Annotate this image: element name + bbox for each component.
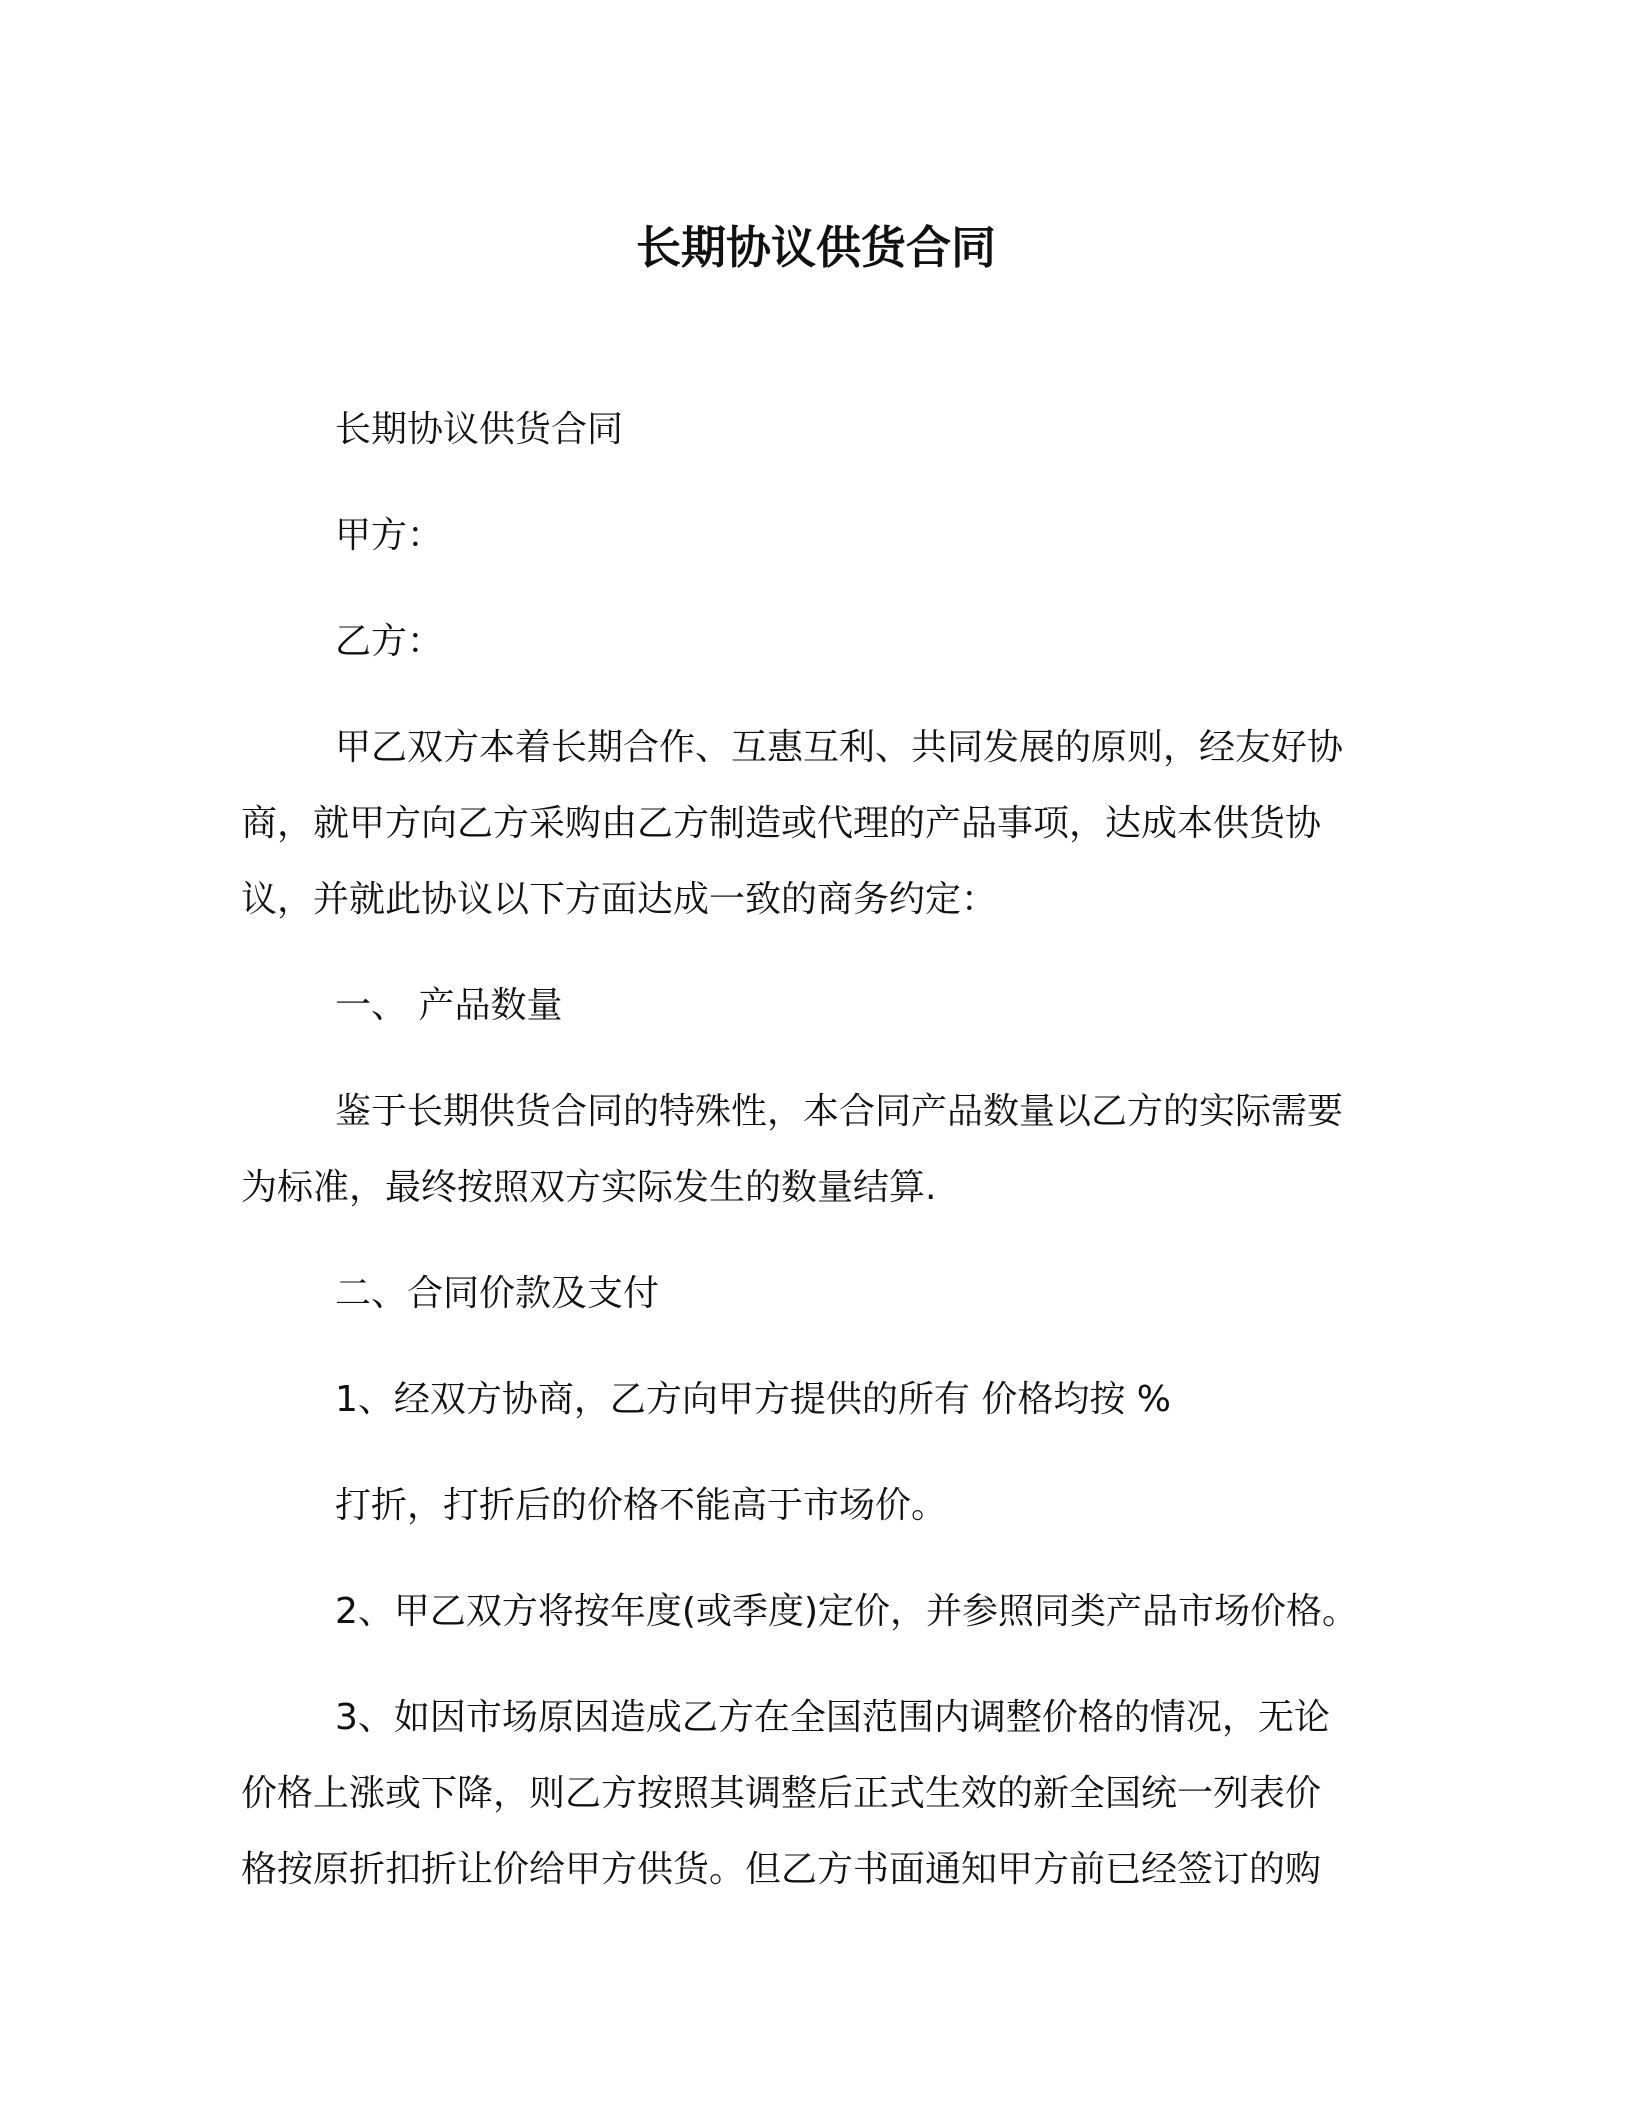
paragraph-line: 商，就甲方向乙方采购由乙方制造或代理的产品事项，达成本供货协	[241, 803, 1322, 844]
section-heading-price	[241, 1256, 1391, 1332]
clause-1	[241, 1362, 1391, 1438]
paragraph-line: 格按原折扣折让价给甲方供货。但乙方书面通知甲方前已经签订的购	[241, 1849, 1322, 1890]
paragraph-line: 3、如因市场原因造成乙方在全国范围内调整价格的情况，无论	[335, 1697, 1330, 1738]
paragraph-quantity	[241, 1074, 1391, 1226]
paragraph-line: 二、合同价款及支付	[335, 1273, 660, 1314]
paragraph-line: 议，并就此协议以下方面达成一致的商务约定：	[241, 879, 998, 920]
section-heading-quantity	[241, 968, 1391, 1044]
paragraph-line: 价格上涨或下降，则乙方按照其调整后正式生效的新全国统一列表价	[241, 1773, 1322, 1814]
paragraph-line: 为标准，最终按照双方实际发生的数量结算.	[241, 1167, 937, 1208]
paragraph-line: 打折，打折后的价格不能高于市场价。	[335, 1485, 948, 1526]
clause-1-continued	[241, 1468, 1391, 1544]
paragraph-line: 长期协议供货合同	[335, 409, 624, 450]
paragraph-party-b	[241, 604, 1391, 680]
paragraph-line: 乙方：	[335, 621, 444, 662]
document-title: 长期协议供货合同	[635, 221, 996, 274]
paragraph-line: 一、 产品数量	[335, 985, 563, 1026]
paragraph-party-a	[241, 498, 1391, 574]
paragraph-line: 鉴于长期供货合同的特殊性，本合同产品数量以乙方的实际需要	[335, 1091, 1344, 1132]
paragraph-preamble	[241, 710, 1391, 938]
paragraph-line: 2、甲乙双方将按年度(或季度)定价，并参照同类产品市场价格。	[335, 1591, 1358, 1632]
clause-3	[241, 1680, 1391, 1908]
document-body	[241, 392, 1391, 1908]
paragraph-subtitle	[241, 392, 1391, 468]
paragraph-line: 甲乙双方本着长期合作、互惠互利、共同发展的原则，经友好协	[335, 727, 1344, 768]
clause-2	[241, 1574, 1391, 1650]
paragraph-line: 1、经双方协商，乙方向甲方提供的所有 价格均按 %	[335, 1379, 1171, 1420]
paragraph-line: 甲方：	[335, 515, 444, 556]
